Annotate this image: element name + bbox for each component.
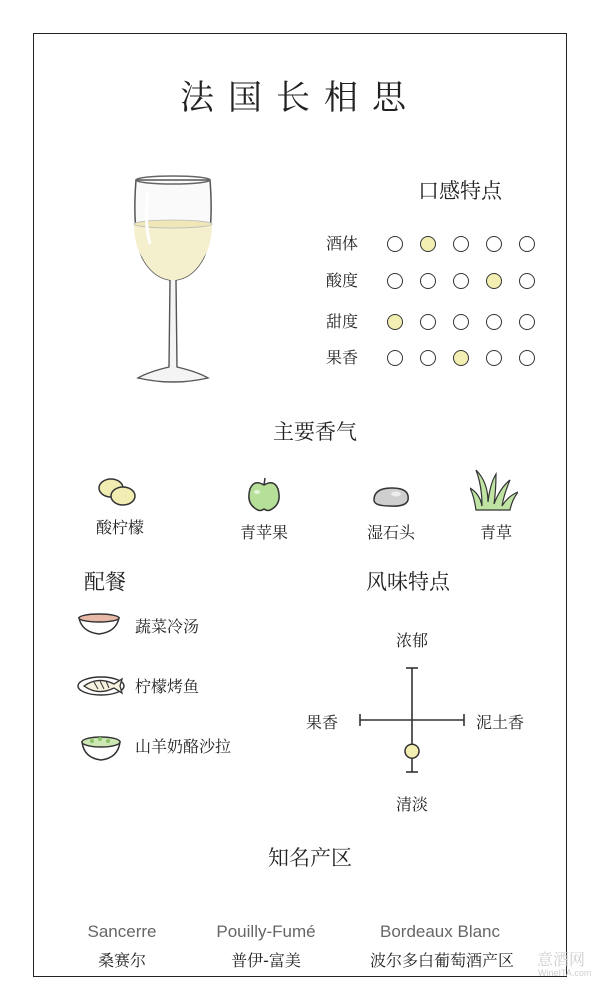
aroma-label-stone: 湿石头	[366, 523, 415, 542]
pairing-label-salad: 山羊奶酪沙拉	[135, 737, 232, 756]
style-axis-top-label: 浓郁	[395, 631, 428, 650]
taste-row-label: 酸度	[326, 271, 359, 290]
region-chinese-pouilly: 普伊-富美	[231, 951, 301, 970]
aroma-heading: 主要香气	[273, 420, 357, 444]
wet-stone-icon	[370, 484, 412, 510]
taste-rating-dot	[387, 236, 403, 252]
region-latin-sancerre: Sancerre	[87, 922, 157, 941]
soup-bowl-icon	[76, 612, 122, 638]
taste-rating-dot	[387, 350, 403, 366]
aroma-label-lemon: 酸柠檬	[95, 518, 144, 537]
pairing-heading: 配餐	[84, 570, 126, 594]
lemon-icon	[96, 474, 138, 508]
pairing-label-fish: 柠檬烤鱼	[135, 677, 200, 696]
taste-rating-dot	[519, 273, 535, 289]
taste-rating-dot	[519, 350, 535, 366]
style-axis-bottom-label: 清淡	[395, 795, 428, 814]
taste-rating-dot	[486, 314, 502, 330]
taste-heading: 口感特点	[418, 179, 502, 203]
style-axis-left-label: 果香	[306, 713, 339, 732]
taste-rating-dot	[387, 314, 403, 330]
region-latin-pouilly: Pouilly-Fumé	[216, 922, 316, 941]
watermark-url: WineITA.com	[538, 968, 592, 978]
regions-heading: 知名产区	[268, 846, 352, 870]
taste-rating-dot	[519, 314, 535, 330]
taste-rating-dot	[453, 314, 469, 330]
aroma-label-apple: 青苹果	[239, 523, 288, 542]
style-marker	[405, 744, 419, 758]
taste-rating-dot	[420, 273, 436, 289]
style-axes	[352, 660, 472, 780]
green-apple-icon	[246, 475, 282, 513]
taste-rating-dot	[519, 236, 535, 252]
taste-row-label: 酒体	[326, 234, 359, 253]
taste-rating-dot	[420, 314, 436, 330]
taste-rating-dot	[420, 236, 436, 252]
taste-rating-dot	[420, 350, 436, 366]
aroma-label-grass: 青草	[479, 523, 512, 542]
pairing-label-soup: 蔬菜冷汤	[135, 617, 200, 636]
taste-rating-dot	[387, 273, 403, 289]
watermark-logo: 意酒网	[537, 950, 586, 969]
style-heading: 风味特点	[366, 570, 450, 594]
grass-icon	[470, 466, 518, 512]
taste-rating-dot	[453, 273, 469, 289]
taste-rating-dot	[453, 350, 469, 366]
taste-row-label: 甜度	[326, 312, 359, 331]
taste-rating-dot	[453, 236, 469, 252]
grilled-fish-icon	[76, 672, 126, 698]
wine-glass-icon	[128, 172, 218, 392]
page-title: 法国长相思	[180, 78, 420, 118]
region-latin-bordeaux: Bordeaux Blanc	[379, 922, 501, 941]
taste-rating-dot	[486, 236, 502, 252]
taste-rating-dot	[486, 273, 502, 289]
style-axis-right-label: 泥土香	[476, 713, 525, 732]
salad-bowl-icon	[80, 730, 122, 762]
taste-row-label: 果香	[326, 348, 359, 367]
region-chinese-bordeaux: 波尔多白葡萄酒产区	[369, 951, 514, 970]
region-chinese-sancerre: 桑赛尔	[97, 951, 146, 970]
taste-rating-dot	[486, 350, 502, 366]
